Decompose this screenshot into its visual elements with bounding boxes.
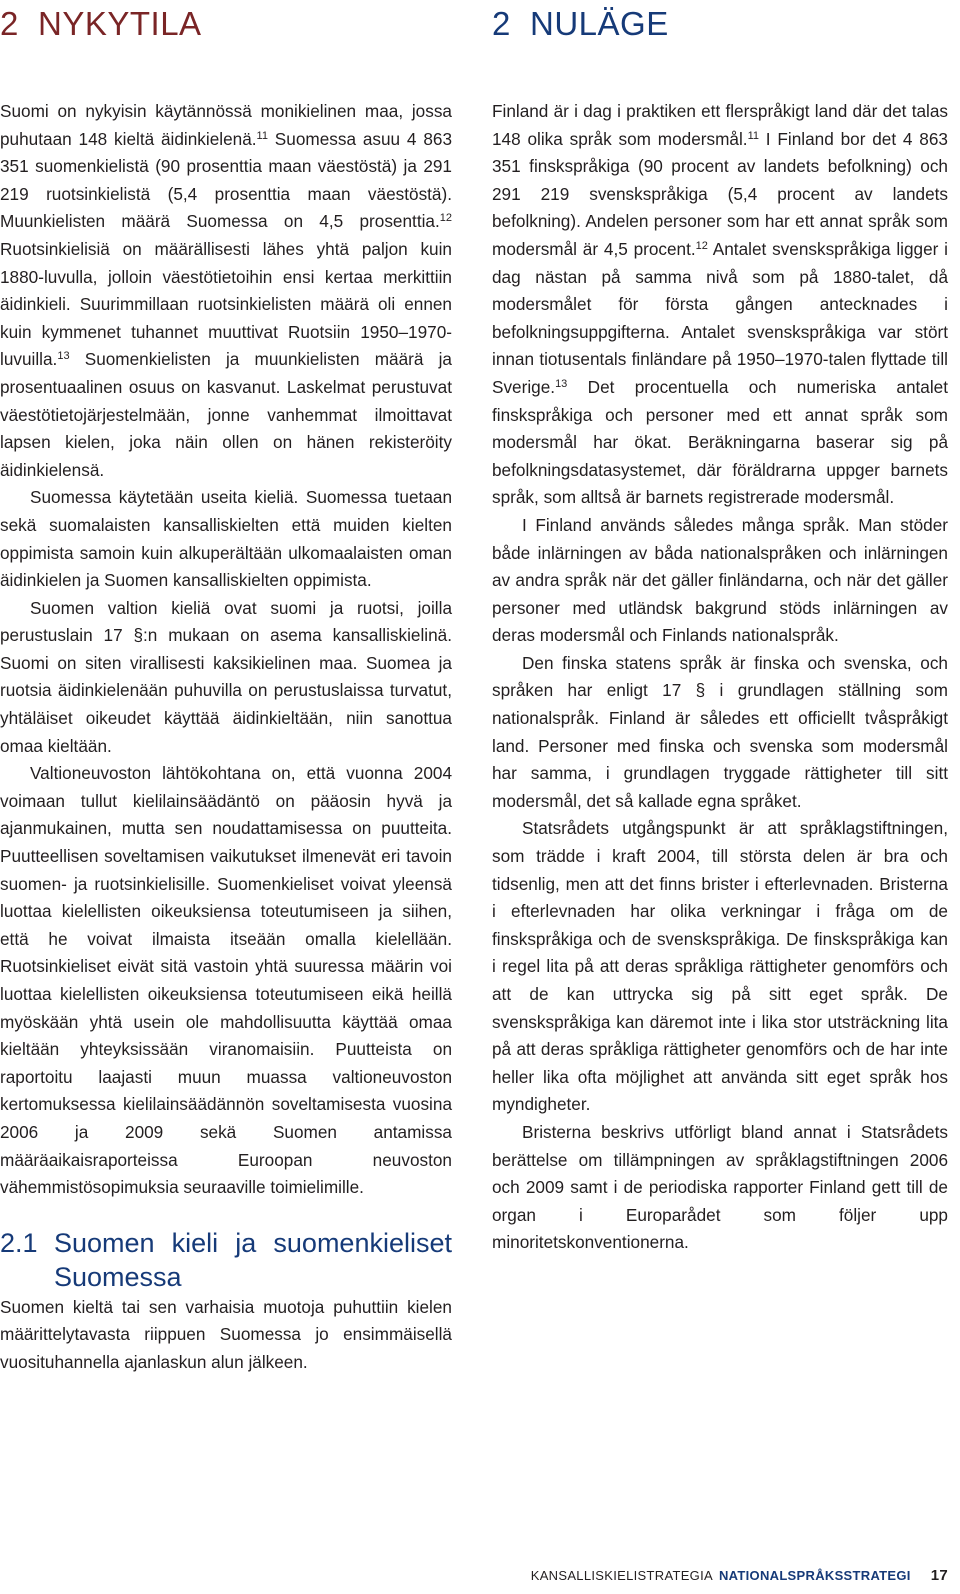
footnote-ref: 12 <box>439 212 452 225</box>
footnote-ref: 12 <box>695 239 708 252</box>
paragraph: Bristerna beskrivs utförligt bland annat i Statsrådets berättelse om tillämpningen av språklagstiftningen 2006 och 2009 samt i de periodiska rapporter Finland gett till de organ i Europarådet som följer upp minoritetskonventionerna. <box>492 1121 948 1253</box>
chapter-number: 2 <box>492 5 511 42</box>
chapter-title: NULÄGE <box>530 5 669 42</box>
swedish-column <box>492 0 948 1257</box>
finnish-column <box>0 0 452 1377</box>
footnote-ref: 13 <box>555 377 568 390</box>
paragraph: Suomen valtion kieliä ovat suomi ja ruotsi, joilla perustuslain 17 §:n mukaan on asema kansalliskielinä. Suomi on siten virallisesti kaksikielinen maa. Suomea ja ruotsia äidinkielenään puhuvilla on perustuslaissa turvatut, yhtäläiset oikeudet käyttää äidinkieltään, niin sanottua omaa kieltään. <box>0 597 452 756</box>
text-run: Suomi on nykyisin käytännössä monikielinen maa, jossa puhutaan 148 kieltä äidinkielenä. <box>0 101 452 149</box>
section-number: 2.1 <box>0 1227 38 1258</box>
paragraph: I Finland används således många språk. Man stöder både inlärningen av båda nationalspråken och inlärningen av andra språk när det gäller finländarna, och när det gäller personer med utländsk bakgrund stöds inlärningen av deras modersmål och Finlands nationalspråk. <box>492 514 948 646</box>
paragraph: Suomessa käytetään useita kieliä. Suomessa tuetaan sekä suomalaisten kansalliskielten että muiden kielten oppimista samoin kuin alkuperältään ulkomaalaisten oman äidinkielen ja Suomen kansalliskielten oppimista. <box>0 487 452 591</box>
paragraph: Suomen kieltä tai sen varhaisia muotoja puhuttiin kielen määrittelytavasta riippuen Suomessa jo ensimmäisellä vuosituhannella ajanlaskun alun jälkeen. <box>0 1296 452 1372</box>
section-heading <box>0 1226 452 1294</box>
paragraph <box>492 98 948 512</box>
footnote-ref: 11 <box>747 129 759 142</box>
paragraph: Statsrådets utgångspunkt är att språklagstiftningen, som trädde i kraft 2004, till största delen är bra och tidsenlig, men att det finns brister i efterlevnaden. Bristerna i efterlevnaden har olika verkningar i fråga om de finskspråkiga och de svenskspråkiga. De finskspråkiga kan i regel lita på att deras språkliga rättigheter genomförs och att de kan uttrycka sig på sitt eget språk. De svenskspråkiga kan däremot inte i lika stor utsträckning lita på att deras språkliga rättigheter genomförs och de har inte heller lika ofta möjlighet att använda sitt eget språk hos myndigheter. <box>492 818 948 1115</box>
paragraph: Den finska statens språk är finska och svenska, och språken har enligt 17 § i grundlagen ställning som nationalspråk. Finland är således ett officiellt tvåspråkigt land. Personer med finska och svenska som modersmål har samma, i grundlagen tryggade rättigheter till sitt modersmål, det så kallade egna språket. <box>492 652 948 811</box>
chapter-heading-fi <box>0 0 452 46</box>
footnote-ref: 11 <box>256 129 268 142</box>
footnote-ref: 13 <box>57 350 70 363</box>
text-run: Finland är i dag i praktiken ett flerspråkigt land där det talas 148 olika språk som modersmål. <box>492 101 948 149</box>
body-text-fi <box>0 98 452 1377</box>
text-run: Suomenkielisten ja muunkielisten määrä ja prosentuaalinen osuus on kasvanut. Laskelmat perustuvat väestötietojärjestelmään, jonne vanhemmat ilmoittavat lapsen kielen, joka näin ollen on hänen rekisteröity äidinkielensä. <box>0 349 452 480</box>
paragraph: Valtioneuvoston lähtökohtana on, että vuonna 2004 voimaan tullut kielilainsäädäntö on pääosin hyvä ja ajanmukainen, mutta sen noudattamisessa on puutteita. Puutteellisen soveltamisen vaikutukset ilmenevät eri tavoin suomen- ja ruotsinkielisille. Suomenkieliset voivat yleensä luottaa kielellisten oikeuksiensa toteutumiseen ja siihen, että he voivat ilmaista itseään omalla kielellään. Ruotsinkieliset eivät sitä vastoin yhtä suuressa määrin voi luottaa kielellisten oikeuksiensa toteutumiseen eikä heillä myöskään yhtä usein ole mahdollisuutta käyttää omaa kieltään yhteyksissään viranomaisiin. Puutteista on raportoitu laajasti muun muassa valtioneuvoston kertomuksessa kielilainsäädännön soveltamisesta vuosina 2006 ja 2009 sekä Suomen antamissa määräaikaisraporteissa Euroopan neuvoston vähemmistösopimuksia seuraaville toimielimille. <box>0 763 452 1198</box>
text-run: Det procentuella och numeriska antalet finskspråkiga och personer med ett annat språk som modersmål har ökat. Beräkningarna baserar sig på befolkningsdatasystemet, där föräldrarna uppger barnets språk, som alltså är barnets registrerade modersmål. <box>492 376 948 508</box>
chapter-number: 2 <box>0 5 19 42</box>
page-number: 17 <box>930 1567 948 1584</box>
section-title: Suomen kieli ja suomenkieliset Suomessa <box>54 1227 452 1292</box>
chapter-title: NYKYTILA <box>38 5 202 42</box>
paragraph <box>0 98 452 484</box>
text-run: Ruotsinkielisiä on määrällisesti lähes yhtä paljon kuin 1880-luvulla, jolloin väestötietoihin ensi kertaa merkittiin äidinkieli. Suurimmillaan ruotsinkielisten määrä oli ennen kuin kymmenet tuhannet muuttivat Ruotsiin 1950–1970-luvuilla. <box>0 238 452 370</box>
footer-title-sv: NATIONALSPRÅKSSTRATEGI <box>718 1568 911 1583</box>
footer-title-fi: KANSALLISKIELISTRATEGIA <box>530 1568 713 1583</box>
page-footer <box>531 1567 948 1584</box>
chapter-heading-sv <box>492 0 948 46</box>
text-run: I Finland bor det 4 863 351 finskspråkiga (90 procent av landets befolkning) och 291 219 svenskspråkiga (5,4 procent av landets befolkning). Andelen personer som har ett annat språk som modersmål är 4,5 procent. <box>492 128 948 259</box>
text-run: Suomessa asuu 4 863 351 suomenkielistä (90 prosenttia maan väestöstä) ja 291 219 ruotsinkielistä (5,4 prosenttia maan väestöstä). Muunkielisten määrä Suomessa on 4,5 prosenttia. <box>0 128 453 232</box>
body-text-sv <box>492 98 948 1257</box>
text-run: Antalet svenskspråkiga ligger i dag nästan på samma nivå som på 1880-talet, då modersmålet för första gången antecknades i befolkningsuppgifterna. Antalet svenskspråkiga var stört innan tiotusentals finländare på 1950–1970-talen flyttade till Sverige. <box>492 238 948 397</box>
